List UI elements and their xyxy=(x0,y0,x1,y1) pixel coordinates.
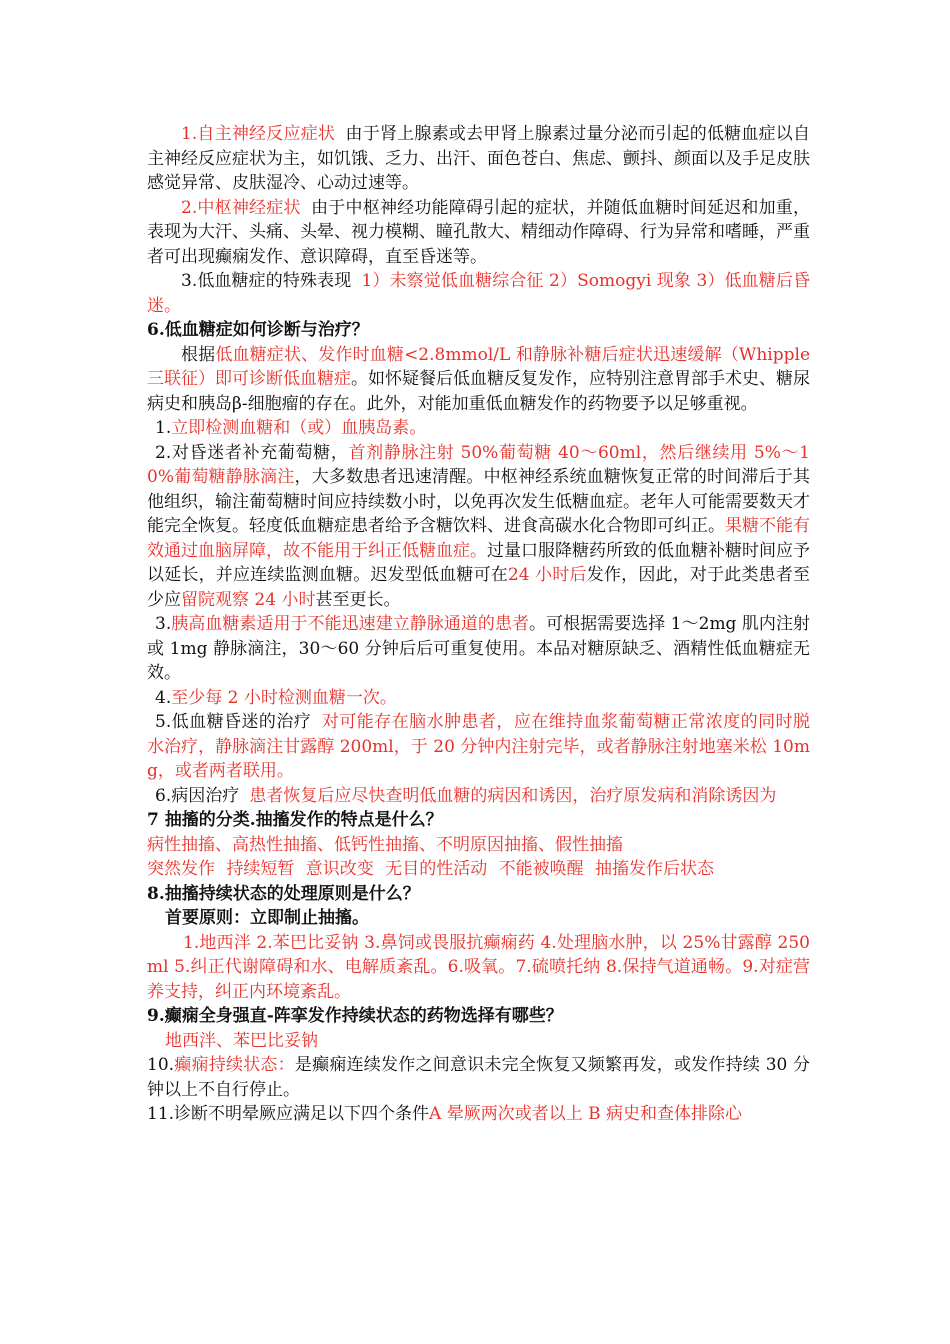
text-span: 。可根据需要选择 1～2mg 肌内注射或 1mg 静脉滴注，30～60 分钟后后可重复使用。本品对糖原缺乏、酒精性低血糖症无效。 xyxy=(147,614,810,683)
text-span: 发作，因此，对于此类患者至少应 xyxy=(147,565,811,610)
highlight-span: 胰高血糖素适用于不能迅速建立静脉通道的患者 xyxy=(171,614,530,634)
symptom-label: 3.低血糖症的特殊表现 xyxy=(181,271,352,291)
q6-item-6 xyxy=(147,784,810,809)
symptom-central xyxy=(147,196,810,270)
highlight-span: A 晕厥两次或者以上 B 病史和查体排除心 xyxy=(429,1104,743,1124)
text-span: 5.低血糖昏迷的治疗 xyxy=(155,712,312,732)
symptom-text: 由于中枢神经功能障碍引起的症状，并随低血糖时间延迟和加重，表现为大汗、头痛、头晕、视力模糊、瞳孔散大、精细动作障碍、行为异常和嗜睡，严重者可出现癫痫发作、意识障碍，直至昏迷等。 xyxy=(147,197,810,267)
q9-answer: 地西泮、苯巴比妥钠 xyxy=(165,1030,318,1051)
question-7-heading: 7 抽搐的分类.抽搐发作的特点是什么？ xyxy=(147,810,443,830)
text-span: 。如怀疑餐后低血糖反复发作，应特别注意胃部手术史、糖尿病史和胰岛β-细胞瘤的存在。此外，对能加重低血糖发作的药物要予以足够重视。 xyxy=(147,369,810,414)
text-span: 是癫痫连续发作之间意识未完全恢复又频繁再发，或发作持续 30 分钟以上不自行停止。 xyxy=(147,1055,810,1100)
q7-line-1: 病性抽搐、高热性抽搐、低钙性抽搐、不明原因抽搐、假性抽搐 xyxy=(147,834,623,855)
text-span: 10. xyxy=(147,1055,175,1075)
text-span: 3. xyxy=(155,614,172,634)
text-span: ，大多数患者迅速清醒。中枢神经系统血糖恢复正常的时间滞后于其他组织，输注葡萄糖时间应持续数小时，以免再次发生低糖血症。老年人可能需要数天才能完全恢复。轻度低血糖症患者给予含糖饮料、进食高碳水化合物即可纠正。 xyxy=(147,467,810,536)
question-10 xyxy=(147,1053,810,1102)
highlight-span: 低血糖症状、发作时血糖<2.8mmol/L 和静脉补糖后症状迅速缓解（Whipple 三联征）即可诊断低血糖症 xyxy=(147,344,811,389)
highlight-span: 24 小时后 xyxy=(507,565,587,585)
symptom-autonomic xyxy=(147,122,810,196)
symptom-label: 2.中枢神经症状 xyxy=(181,197,301,218)
highlight-span: 首剂静脉注射 50%葡萄糖 40～60ml，然后继续用 5%～10%葡萄糖静脉滴注 xyxy=(147,442,810,487)
text-span: 甚至更长。 xyxy=(315,589,401,610)
text-span: 4. xyxy=(155,687,172,708)
text-span: 6.病因治疗 xyxy=(155,785,240,806)
text-span: 2.对昏迷者补充葡萄糖， xyxy=(155,442,349,463)
symptom-label: 1.自主神经反应症状 xyxy=(181,124,336,144)
q6-item-5 xyxy=(147,710,810,784)
question-11 xyxy=(147,1102,810,1127)
text-span: 根据 xyxy=(181,344,216,365)
q6-item-1 xyxy=(147,416,810,441)
text-span: 1. xyxy=(155,418,172,438)
symptom-special xyxy=(147,269,810,318)
highlight-span: 对可能存在脑水肿患者，应在维持血浆葡萄糖正常浓度的同时脱水治疗，静脉滴注甘露醇 200ml，于 20 分钟内注射完毕，或者静脉注射地塞米松 10mg，或者两者联用。 xyxy=(147,712,810,781)
document-page xyxy=(147,122,810,1127)
q6-intro xyxy=(147,343,810,417)
symptom-text: 由于肾上腺素或去甲肾上腺素过量分泌而引起的低糖血症以自主神经反应症状为主，如饥饿、乏力、出汗、面色苍白、焦虑、颤抖、颜面以及手足皮肤感觉异常、皮肤湿冷、心动过速等。 xyxy=(147,124,810,193)
q8-principle: 首要原则：立即制止抽搐。 xyxy=(165,908,369,928)
highlight-span: 立即检测血糖和（或）血胰岛素。 xyxy=(171,418,427,438)
q6-item-3 xyxy=(147,612,810,686)
highlight-span: 留院观察 24 小时 xyxy=(181,589,316,610)
q8-list: 1.地西泮 2.苯巴比妥钠 3.鼻饲或畏服抗癫痫药 4.处理脑水肿，以 25%甘露醇 250ml 5.纠正代谢障碍和水、电解质紊乱。6.吸氧。7.硫喷托纳 8.保持气道通畅。9.对症营养支持，纠正内环境紊乱。 xyxy=(147,932,810,1002)
q6-item-4 xyxy=(147,686,810,711)
symptom-text: 1）未察觉低血糖综合征 2）Somogyi 现象 3）低血糖后昏迷。 xyxy=(147,271,810,316)
highlight-span: 患者恢复后应尽快查明低血糖的病因和诱因，治疗原发病和消除诱因为 xyxy=(249,785,777,806)
text-span: 11.诊断不明晕厥应满足以下四个条件 xyxy=(147,1104,430,1124)
question-6-heading: 6.低血糖症如何诊断与治疗？ xyxy=(147,320,369,340)
highlight-span: 果糖不能有效通过血脑屏障，故不能用于纠正低糖血症。 xyxy=(147,516,810,561)
text-span: 过量口服降糖药所致的低血糖补糖时间应予以延长，并应连续监测血糖。迟发型低血糖可在 xyxy=(147,540,810,585)
highlight-span: 至少每 2 小时检测血糖一次。 xyxy=(171,687,397,708)
question-8-heading: 8.抽搐持续状态的处理原则是什么？ xyxy=(147,883,420,904)
highlight-span: 癫痫持续状态： xyxy=(174,1055,295,1075)
question-9-heading: 9.癫痫全身强直-阵挛发作持续状态的药物选择有哪些？ xyxy=(147,1006,563,1026)
q7-line-2: 突然发作 持续短暂 意识改变 无目的性活动 不能被唤醒 抽搐发作后状态 xyxy=(147,859,715,879)
q6-item-2 xyxy=(147,441,810,613)
